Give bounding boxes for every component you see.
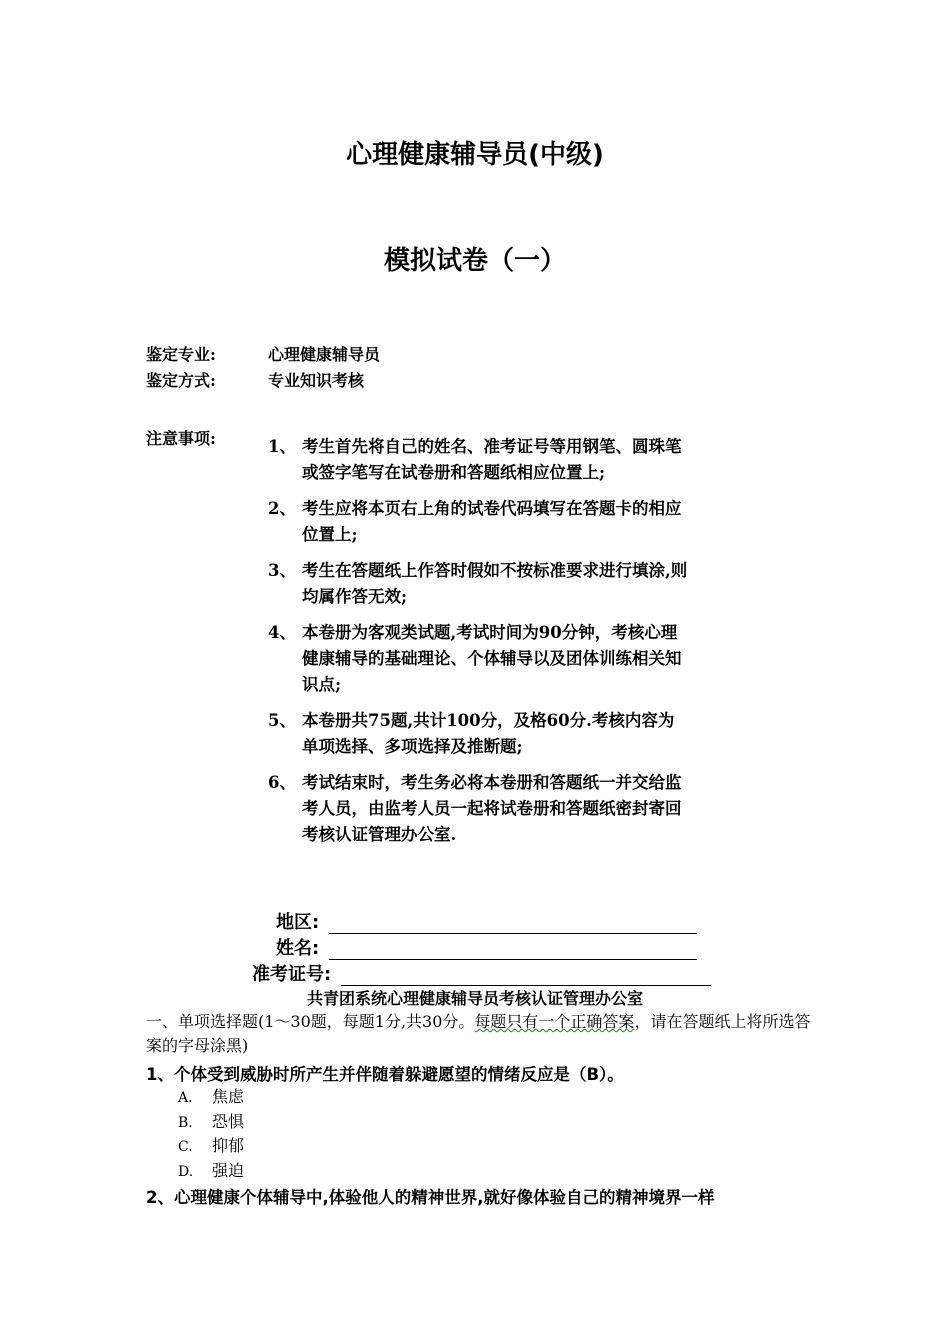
option-text: 强迫 — [212, 1160, 245, 1180]
name-label: 姓名: — [276, 938, 320, 959]
notice-number: 2、 — [268, 499, 296, 518]
meta-major-label: 鉴定专业: — [146, 345, 216, 364]
notice-number: 3、 — [268, 561, 296, 580]
option-text: 恐惧 — [212, 1111, 245, 1131]
section-prefix: 一、单项选择题(1～30题，每题1分,共30分。 — [146, 1012, 475, 1031]
notice-label: 注意事项: — [146, 429, 216, 448]
meta-method-label: 鉴定方式: — [146, 371, 216, 390]
office-name: 共青团系统心理健康辅导员考核认证管理办公室 — [306, 989, 643, 1008]
notice-text: 本卷册为客观类试题,考试时间为90分钟，考核心理健康辅导的基础理论、个体辅导以及团体训练相关知识点; — [302, 623, 682, 694]
region-blank-line[interactable] — [329, 915, 697, 934]
meta-method — [146, 368, 364, 391]
question-1: 1、个体受到威胁时所产生并伴随着躲避愿望的情绪反应是（B）。 — [146, 1065, 624, 1084]
question-1-options — [178, 1085, 244, 1183]
exam-id-blank-line[interactable] — [341, 967, 711, 986]
notice-item — [268, 496, 688, 548]
meta-major — [146, 342, 380, 365]
notice-text: 考试结束时，考生务必将本卷册和答题纸一并交给监考人员，由监考人员一起将试卷册和答题纸密封寄回考核认证管理办公室. — [302, 773, 682, 844]
option-letter: C. — [178, 1139, 193, 1155]
meta-method-value: 专业知识考核 — [268, 371, 365, 390]
notice-list — [268, 434, 688, 858]
section-suffix: ，请在答题纸上将所选答案的字母涂黑) — [146, 1012, 811, 1055]
option-letter: D. — [178, 1163, 194, 1180]
option-text: 抑郁 — [212, 1136, 245, 1155]
name-blank-line[interactable] — [329, 941, 697, 960]
name-field — [276, 934, 697, 960]
meta-major-value: 心理健康辅导员 — [268, 345, 381, 364]
document-subtitle: 模拟试卷（一） — [383, 246, 566, 276]
notice-number: 4、 — [268, 623, 296, 642]
option-letter: B. — [178, 1114, 193, 1131]
option-letter: A. — [178, 1090, 193, 1106]
notice-item — [268, 770, 688, 848]
section-heading — [146, 1010, 816, 1058]
option-c — [178, 1134, 244, 1159]
option-text: 焦虑 — [212, 1087, 245, 1106]
exam-id-field — [252, 960, 711, 986]
question-2: 2、心理健康个体辅导中,体验他人的精神世界,就好像体验自己的精神境界一样 — [146, 1188, 715, 1207]
exam-id-label: 准考证号: — [252, 964, 332, 985]
notice-text: 考生首先将自己的姓名、准考证号等用钢笔、圆珠笔或签字笔写在试卷册和答题纸相应位置上; — [302, 437, 682, 482]
document-title: 心理健康辅导员(中级) — [346, 140, 604, 170]
region-field — [276, 908, 697, 934]
notice-number: 6、 — [268, 773, 296, 792]
notice-item — [268, 558, 688, 610]
option-a — [178, 1085, 244, 1110]
region-label: 地区: — [276, 912, 320, 933]
notice-item — [268, 434, 688, 486]
notice-number: 5、 — [268, 711, 296, 730]
notice-text: 考生在答题纸上作答时假如不按标准要求进行填涂,则均属作答无效; — [302, 561, 688, 606]
option-b — [178, 1110, 244, 1135]
notice-text: 考生应将本页右上角的试卷代码填写在答题卡的相应位置上; — [302, 499, 682, 544]
notice-text: 本卷册共75题,共计100分，及格60分.考核内容为单项选择、多项选择及推断题; — [302, 711, 675, 756]
notice-number: 1、 — [268, 437, 296, 456]
notice-item — [268, 708, 688, 760]
option-d — [178, 1159, 244, 1184]
notice-item — [268, 620, 688, 698]
section-emphasis: 每题只有一个正确答案 — [474, 1012, 635, 1031]
